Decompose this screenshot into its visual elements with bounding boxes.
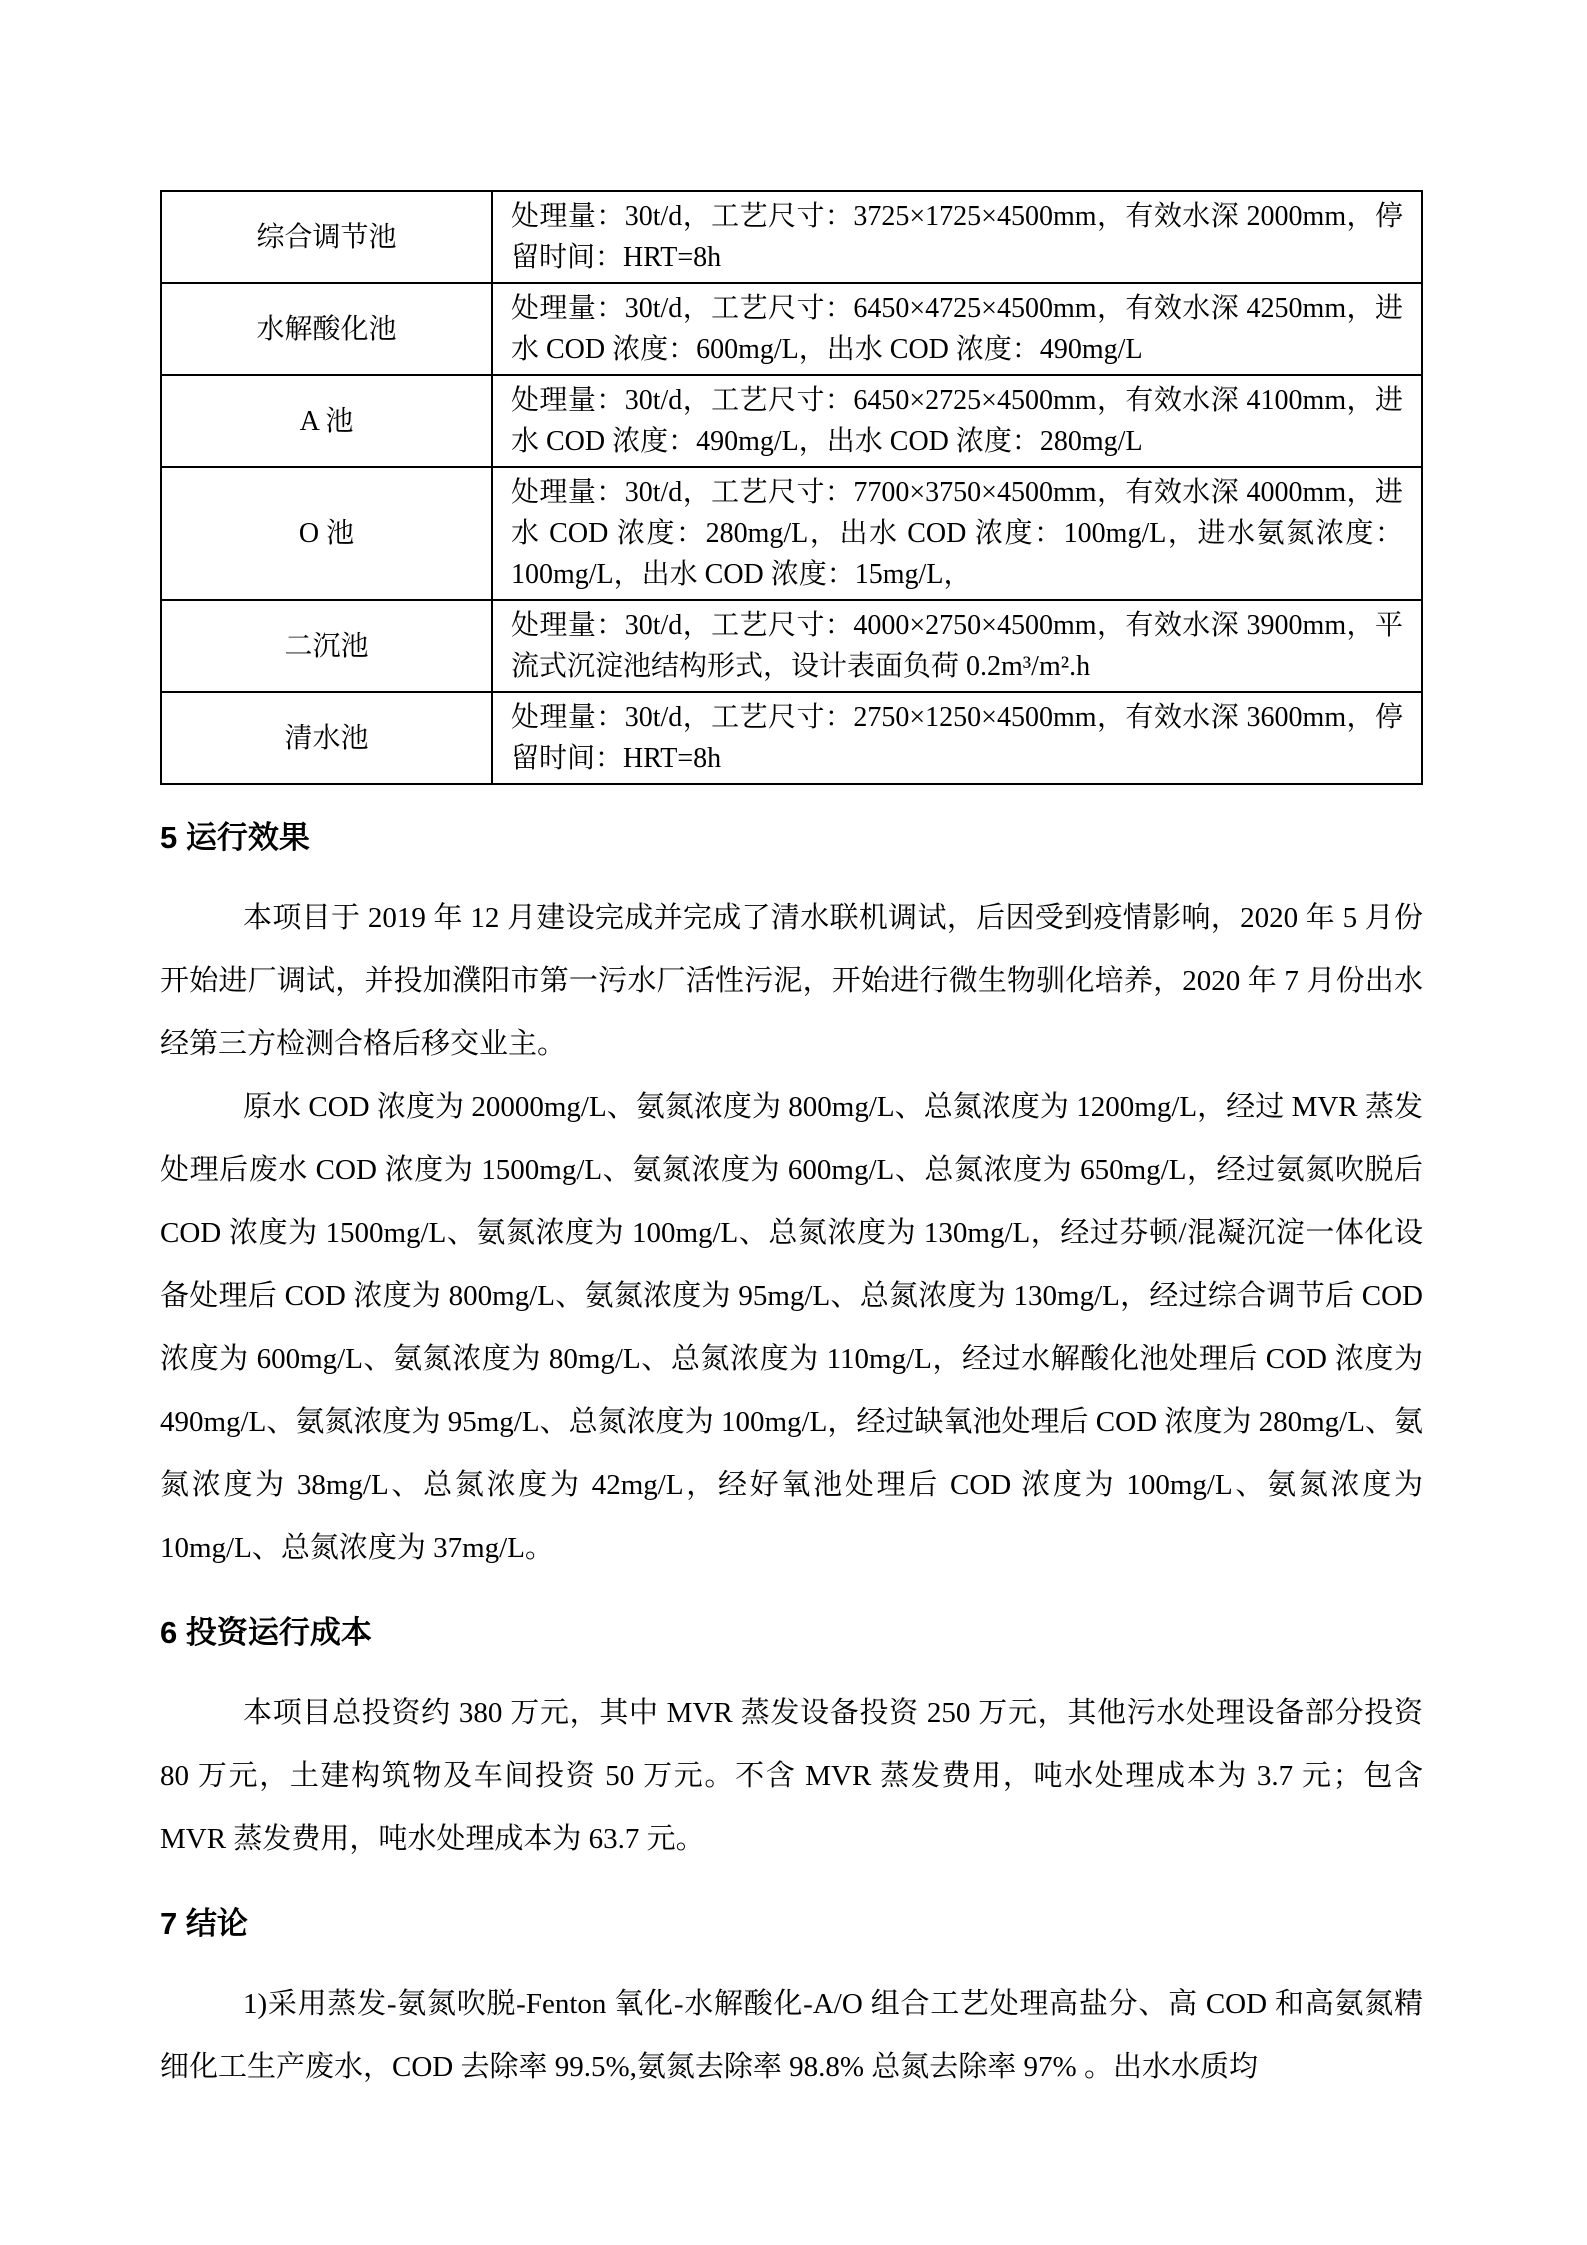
section-heading-conclusion: 7 结论: [160, 1906, 248, 1941]
unit-desc-cell: 处理量：30t/d，工艺尺寸：7700×3750×4500mm，有效水深 4000mm，进水 COD 浓度：280mg/L，出水 COD 浓度：100mg/L，进水氨氮浓度：100mg/L，出水 COD 浓度：15mg/L，: [492, 467, 1422, 600]
unit-name-cell: A 池: [161, 375, 492, 467]
unit-name-cell: 二沉池: [161, 600, 492, 692]
table-row: [161, 375, 1422, 467]
section-heading-operation-results: 5 运行效果: [160, 820, 310, 855]
unit-name-cell: 水解酸化池: [161, 283, 492, 375]
section-heading-investment-cost: 6 投资运行成本: [160, 1615, 372, 1650]
table-row: [161, 600, 1422, 692]
table-row: [161, 692, 1422, 784]
unit-desc-cell: 处理量：30t/d，工艺尺寸：6450×4725×4500mm，有效水深 4250mm，进水 COD 浓度：600mg/L，出水 COD 浓度：490mg/L: [492, 283, 1422, 375]
process-units-table: [160, 190, 1423, 785]
paragraph-investment-cost: 本项目总投资约 380 万元，其中 MVR 蒸发设备投资 250 万元，其他污水处理设备部分投资 80 万元，土建构筑物及车间投资 50 万元。不含 MVR 蒸发费用，吨水处理成本为 3.7 元；包含 MVR 蒸发费用，吨水处理成本为 63.7 元。: [160, 1697, 1423, 1855]
table-row: [161, 467, 1422, 600]
unit-name-cell: 综合调节池: [161, 191, 492, 283]
unit-desc-cell: 处理量：30t/d，工艺尺寸：6450×2725×4500mm，有效水深 4100mm，进水 COD 浓度：490mg/L，出水 COD 浓度：280mg/L: [492, 375, 1422, 467]
unit-desc-cell: 处理量：30t/d，工艺尺寸：4000×2750×4500mm，有效水深 3900mm，平流式沉淀池结构形式，设计表面负荷 0.2m³/m².h: [492, 600, 1422, 692]
unit-name-cell: O 池: [161, 467, 492, 600]
paragraph-water-quality-chain: 原水 COD 浓度为 20000mg/L、氨氮浓度为 800mg/L、总氮浓度为 1200mg/L，经过 MVR 蒸发处理后废水 COD 浓度为 1500mg/L、氨氮浓度为 600mg/L、总氮浓度为 650mg/L，经过氨氮吹脱后 COD 浓度为 1500mg/L、氨氮浓度为 100mg/L、总氮浓度为 130mg/L，经过芬顿/混凝沉淀一体化设备处理后 COD 浓度为 800mg/L、氨氮浓度为 95mg/L、总氮浓度为 130mg/L，经过综合调节后 COD 浓度为 600mg/L、氨氮浓度为 80mg/L、总氮浓度为 110mg/L，经过水解酸化池处理后 COD 浓度为 490mg/L、氨氮浓度为 95mg/L、总氮浓度为 100mg/L，经过缺氧池处理后 COD 浓度为 280mg/L、氨氮浓度为 38mg/L、总氮浓度为 42mg/L，经好氧池处理后 COD 浓度为 100mg/L、氨氮浓度为 10mg/L、总氮浓度为 37mg/L。: [160, 1091, 1423, 1564]
table-row: [161, 191, 1422, 283]
paragraph-conclusion: 1)采用蒸发-氨氮吹脱-Fenton 氧化-水解酸化-A/O 组合工艺处理高盐分、高 COD 和高氨氮精细化工生产废水，COD 去除率 99.5%,氨氮去除率 98.8% 总氮去除率 97% 。出水水质均: [160, 1988, 1423, 2083]
unit-desc-cell: 处理量：30t/d，工艺尺寸：3725×1725×4500mm，有效水深 2000mm，停留时间：HRT=8h: [492, 191, 1422, 283]
paragraph-commissioning: 本项目于 2019 年 12 月建设完成并完成了清水联机调试，后因受到疫情影响，2020 年 5 月份开始进厂调试，并投加濮阳市第一污水厂活性污泥，开始进行微生物驯化培养，2020 年 7 月份出水经第三方检测合格后移交业主。: [160, 902, 1423, 1060]
unit-name-cell: 清水池: [161, 692, 492, 784]
unit-desc-cell: 处理量：30t/d，工艺尺寸：2750×1250×4500mm，有效水深 3600mm，停留时间：HRT=8h: [492, 692, 1422, 784]
table-row: [161, 283, 1422, 375]
process-units-table-body: [161, 191, 1422, 784]
